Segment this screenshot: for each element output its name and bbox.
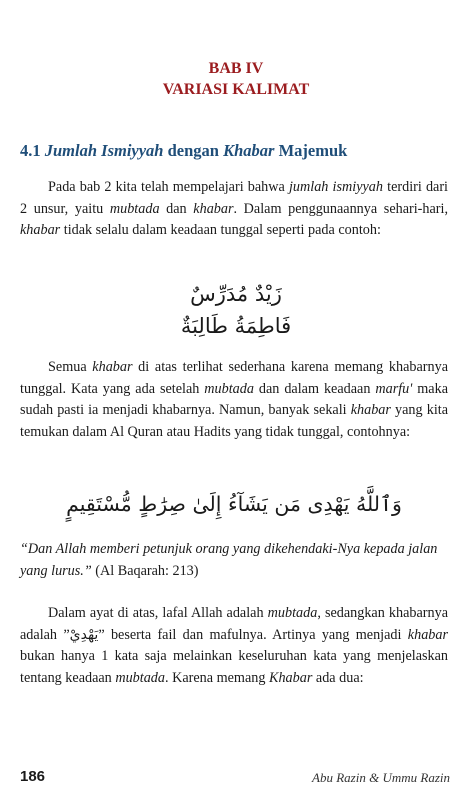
- italic-term: khabar: [20, 222, 61, 239]
- author-footer: Abu Razin & Ummu Razin: [312, 770, 450, 785]
- chapter-heading: [0, 58, 472, 100]
- text-span: di atas terlihat sederhana karena memang khabarnya tunggal. Kata yang ada setelah: [20, 359, 448, 397]
- text-span: maka sudah pasti ia menjadi khabarnya. Namun, banyak sekali: [20, 380, 448, 419]
- italic-term: khabar: [350, 402, 391, 419]
- text-span: , sedangkan khabarnya adalah ”: [20, 605, 448, 643]
- text-span: bukan hanya 1 kata saja melainkan keseluruhan kata yang menjelaskan tentang keadaan: [20, 648, 448, 687]
- text-span: Pada bab 2 kita telah mempelajari bahwa: [48, 179, 289, 195]
- arabic-example-2: فَاطِمَةُ طَالِبَةٌ: [180, 314, 292, 338]
- italic-term: mubtada: [267, 605, 318, 621]
- paragraph-explanation: [20, 357, 448, 444]
- arabic-example-1: زَيْدٌ مُدَرِّسٌ: [190, 282, 282, 306]
- verse-translation: [20, 538, 448, 582]
- section-term-2: Khabar: [223, 141, 275, 160]
- page-number: 186: [20, 768, 46, 785]
- section-term-1: Jumlah Ismiyyah: [44, 141, 164, 160]
- italic-term: mubtada: [204, 380, 254, 397]
- italic-term: mubtada: [115, 670, 165, 687]
- italic-term: marfu': [375, 380, 413, 397]
- text-span: terdiri dari 2 unsur, yaitu: [20, 179, 449, 217]
- italic-term: khabar: [407, 626, 448, 643]
- verse-reference: (Al Baqarah: 213): [91, 563, 199, 579]
- translation-text: “Dan Allah memberi petunjuk orang yang dikehendaki-Nya kepada jalan yang lurus.”: [20, 541, 438, 579]
- section-connector: dengan: [167, 141, 219, 160]
- italic-term: khabar: [92, 359, 133, 375]
- text-span: yang kita temukan dalam Al Quran atau Hadits yang tidak tunggal, contohnya:: [20, 402, 448, 441]
- text-span: Dalam ayat di atas, lafal Allah adalah: [48, 605, 268, 621]
- text-span: dan: [159, 200, 194, 217]
- text-span: dan dalam keadaan: [253, 380, 376, 397]
- text-span: . Karena memang: [164, 670, 269, 687]
- italic-term: khabar: [193, 200, 234, 217]
- paragraph-intro: [20, 177, 448, 242]
- paragraph-analysis: [20, 603, 448, 690]
- quran-verse: وَٱللَّهُ يَهْدِى مَن يَشَآءُ إِلَىٰ صِرَٰطٍ مُّسْتَقِيمٍ: [66, 492, 402, 516]
- text-span: ” beserta fail dan mafulnya. Artinya yang menjadi: [98, 626, 408, 643]
- text-span: Semua: [48, 359, 93, 375]
- italic-term: jumlah ismiyyah: [288, 179, 383, 195]
- italic-term: Khabar: [268, 670, 313, 687]
- section-tail: Majemuk: [278, 141, 348, 160]
- section-heading: [20, 141, 460, 161]
- chapter-title: VARIASI KALIMAT: [162, 81, 310, 98]
- section-number: 4.1: [20, 141, 41, 160]
- text-span: tidak selalu dalam keadaan tunggal seperti pada contoh:: [60, 222, 381, 239]
- arabic-inline-word: يَهْدِيْ: [69, 626, 99, 643]
- chapter-number: BAB IV: [208, 60, 264, 77]
- text-span: ada dua:: [312, 670, 364, 687]
- italic-term: mubtada: [109, 200, 160, 217]
- text-span: . Dalam penggunaannya sehari-hari,: [233, 200, 448, 217]
